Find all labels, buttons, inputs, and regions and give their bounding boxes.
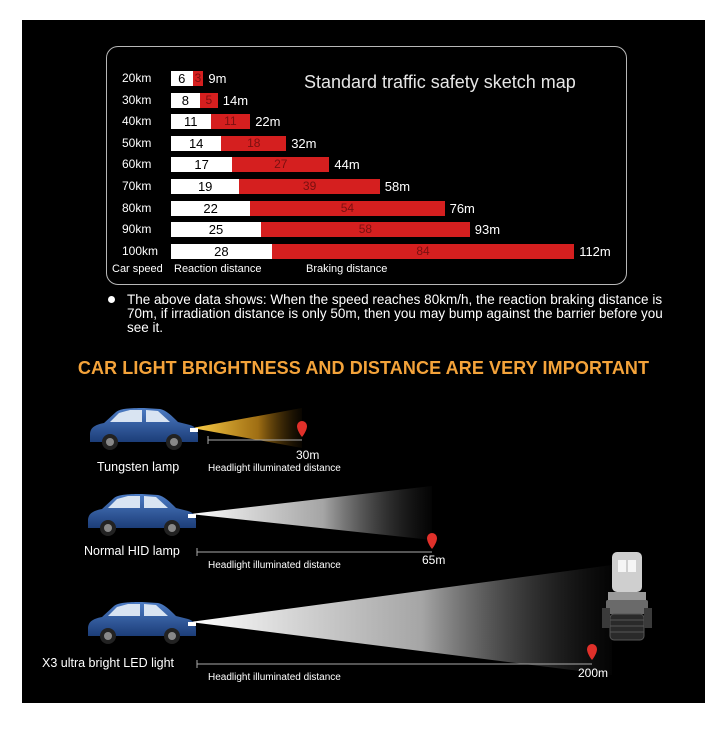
speed-label: 40km (122, 114, 152, 129)
hid-distance-label: Headlight illuminated distance (208, 560, 341, 571)
total-distance-label: 58m (384, 179, 411, 194)
led-bulb-icon (602, 552, 652, 640)
infographic (22, 20, 705, 703)
reaction-bar: 28 (171, 244, 272, 259)
led-distance-label: Headlight illuminated distance (208, 672, 341, 683)
speed-label: 30km (122, 92, 152, 107)
reaction-bar: 6 (171, 71, 193, 86)
car-icon (90, 408, 198, 450)
reaction-bar: 14 (171, 136, 221, 151)
chart-title: Standard traffic safety sketch map (304, 72, 576, 92)
reaction-bar: 22 (171, 201, 250, 216)
legend-car-speed: Car speed (112, 263, 163, 275)
led-distance-value: 200m (578, 666, 609, 680)
led-beam (190, 565, 612, 675)
lamp-comparison-illustration (22, 20, 705, 703)
speed-label: 80km (122, 200, 152, 215)
speed-label: 20km (122, 71, 152, 85)
total-distance-label: 22m (255, 114, 281, 130)
total-distance-label: 76m (449, 200, 475, 216)
hid-distance-value: 65m (422, 553, 446, 567)
total-distance-label: 93m (474, 222, 501, 238)
braking-bar: 84 (272, 244, 574, 259)
speed-label: 100km (122, 243, 159, 258)
tungsten-distance-label: Headlight illuminated distance (208, 463, 341, 474)
speed-label: 70km (122, 179, 152, 193)
reaction-bar: 11 (171, 114, 211, 129)
legend-reaction-distance: Reaction distance (174, 263, 262, 275)
car-icon (88, 602, 196, 644)
hid-lamp-label: Normal HID lamp (84, 544, 180, 558)
braking-bar: 27 (232, 157, 329, 172)
tungsten-distance-value: 30m (296, 448, 320, 462)
braking-bar: 54 (250, 201, 444, 216)
led-lamp-label: X3 ultra bright LED light (42, 656, 175, 670)
car-icon (88, 494, 196, 536)
reaction-bar: 8 (171, 93, 200, 108)
reaction-bar: 17 (171, 157, 232, 172)
speed-label: 50km (122, 135, 152, 150)
tungsten-lamp-label: Tungsten lamp (97, 460, 180, 474)
total-distance-label: 9m (208, 71, 227, 86)
braking-bar: 58 (261, 222, 470, 237)
total-distance-label: 44m (334, 157, 360, 173)
hid-beam (190, 486, 432, 540)
total-distance-label: 14m (222, 92, 249, 108)
speed-label: 60km (122, 157, 152, 172)
braking-bar: 3 (193, 71, 204, 86)
braking-bar: 5 (200, 93, 218, 108)
braking-bar: 39 (239, 179, 379, 194)
braking-bar: 18 (221, 136, 286, 151)
total-distance-label: 32m (291, 135, 317, 151)
section-heading: CAR LIGHT BRIGHTNESS AND DISTANCE ARE VERY IMPORTANT (77, 358, 650, 378)
location-marker-icon (427, 533, 437, 549)
reaction-bar: 19 (171, 179, 239, 194)
braking-bar: 11 (211, 114, 251, 129)
speed-label: 90km (122, 222, 152, 237)
reaction-bar: 25 (171, 222, 261, 237)
legend-braking-distance: Braking distance (306, 263, 388, 275)
total-distance-label: 112m (579, 243, 611, 259)
note-text: The above data shows: When the speed reaches 80km/h, the reaction braking distance is 70m, if irradiation distance is only 50m, then you may bump against the barrier before you see it. (127, 292, 663, 335)
